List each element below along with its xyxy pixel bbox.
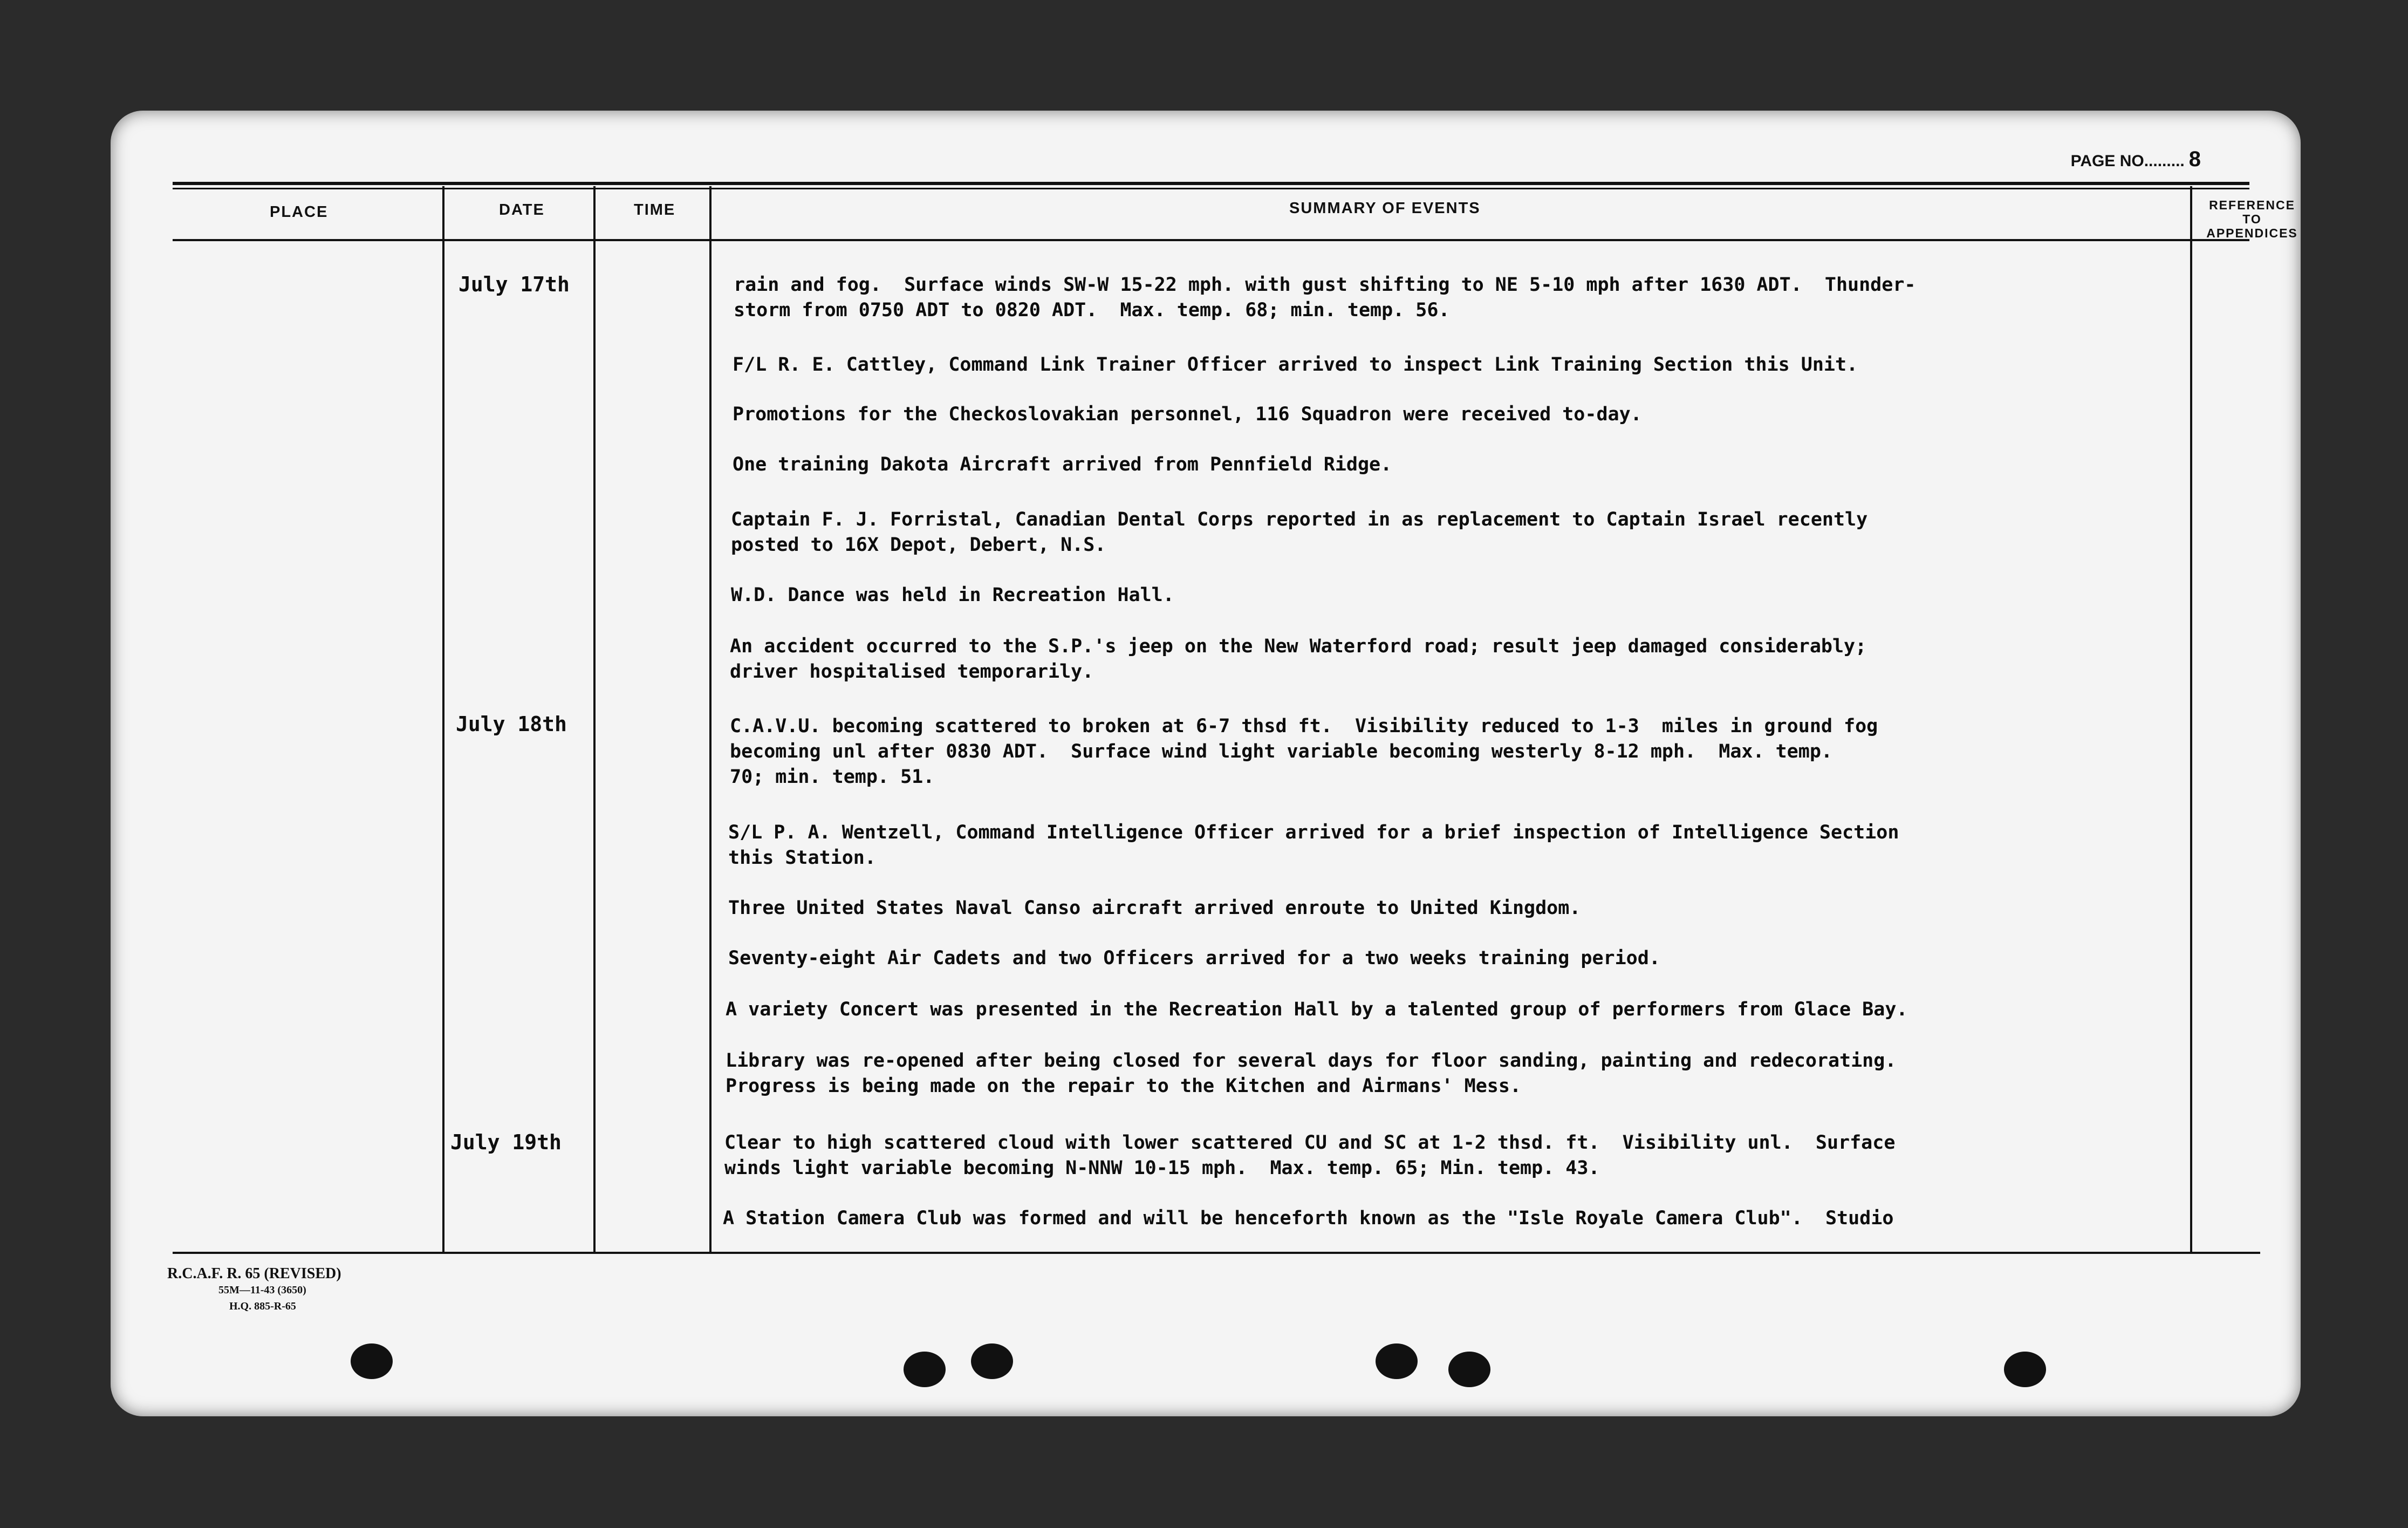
top-rule [173, 182, 2249, 185]
page-number [2071, 147, 2201, 172]
entry-forristal: Captain F. J. Forristal, Canadian Dental Corps reported in as replacement to Captain Israel recently posted to 16X Depot, Debert, N.S. [731, 509, 1868, 556]
column-header-place: PLACE [270, 203, 329, 221]
binder-hole [2004, 1352, 2046, 1387]
bottom-rule [173, 1252, 2260, 1254]
diary-form-sheet [111, 111, 2301, 1416]
form-hq-line: H.Q. 885-R-65 [229, 1300, 296, 1312]
entry-canso-aircraft: Three United States Naval Canso aircraft arrived enroute to United Kingdom. [728, 897, 1581, 919]
header-rule [173, 239, 2249, 241]
form-number: R.C.A.F. R. 65 (REVISED) [167, 1265, 341, 1282]
binder-hole [904, 1352, 946, 1387]
entry-jeep-accident: An accident occurred to the S.P.'s jeep on the New Waterford road; result jeep damaged considerably; driver hospitalised temporarily. [730, 636, 1867, 683]
form-print-line: 55M—11-43 (3650) [218, 1284, 306, 1296]
entry-cattley: F/L R. E. Cattley, Command Link Trainer Officer arrived to inspect Link Training Section this Unit. [733, 354, 1858, 376]
reference-header-line1: REFERENCE TO [2209, 198, 2295, 226]
entry-library: Library was re-opened after being closed for several days for floor sanding, painting and redecorating. Progress is being made on the repair to the Kitchen and Airmans' Mess. [726, 1050, 1897, 1097]
binder-hole [351, 1343, 393, 1379]
column-divider-summary [2190, 186, 2192, 1252]
column-header-time: TIME [634, 201, 676, 219]
column-divider-time [709, 186, 712, 1252]
column-divider-date [593, 186, 596, 1252]
entry-weather-july-18: C.A.V.U. becoming scattered to broken at 6-7 thsd ft. Visibility reduced to 1-3 miles in ground fog becoming unl after 0830 ADT. Surface wind light variable becoming westerly 8-12 mph. Max. temp. 70; min. temp. 51. [730, 715, 1878, 788]
column-header-reference [2206, 198, 2298, 240]
column-header-date: DATE [499, 201, 545, 219]
binder-hole [1448, 1352, 1490, 1387]
entry-dakota: One training Dakota Aircraft arrived from Pennfield Ridge. [733, 454, 1392, 475]
binder-hole [1376, 1343, 1418, 1379]
page-number-label: PAGE NO......... [2070, 152, 2185, 170]
date-july-17: July 17th [459, 272, 570, 296]
entry-air-cadets: Seventy-eight Air Cadets and two Officers arrived for a two weeks training period. [728, 947, 1660, 969]
date-july-18: July 18th [456, 712, 567, 736]
reference-header-line2: APPENDICES [2206, 226, 2298, 240]
entry-promotions: Promotions for the Checkoslovakian personnel, 116 Squadron were received to-day. [733, 404, 1642, 425]
date-july-19: July 19th [450, 1130, 562, 1154]
entry-wentzell: S/L P. A. Wentzell, Command Intelligence Officer arrived for a brief inspection of Intelligence Section this Station. [728, 822, 1899, 869]
entry-weather-july-19: Clear to high scattered cloud with lower scattered CU and SC at 1-2 thsd. ft. Visibility unl. Surface winds light variable becoming N-NNW 10-15 mph. Max. temp. 65; Min. temp. 43. [724, 1132, 1896, 1179]
page-number-value: 8 [2188, 147, 2201, 171]
entry-variety-concert: A variety Concert was presented in the Recreation Hall by a talented group of performers from Glace Bay. [726, 999, 1908, 1020]
top-rule-thin [173, 188, 2249, 189]
entry-weather-july-17: rain and fog. Surface winds SW-W 15-22 mph. with gust shifting to NE 5-10 mph after 1630 ADT. Thunder- storm from 0750 ADT to 0820 ADT. Max. temp. 68; min. temp. 56. [734, 274, 1916, 321]
column-divider-place [442, 186, 444, 1252]
entry-wd-dance: W.D. Dance was held in Recreation Hall. [731, 584, 1174, 606]
column-header-summary: SUMMARY OF EVENTS [1289, 200, 1481, 217]
entry-camera-club: A Station Camera Club was formed and will be henceforth known as the "Isle Royale Camera Club". Studio [723, 1208, 1894, 1229]
binder-hole [971, 1343, 1013, 1379]
